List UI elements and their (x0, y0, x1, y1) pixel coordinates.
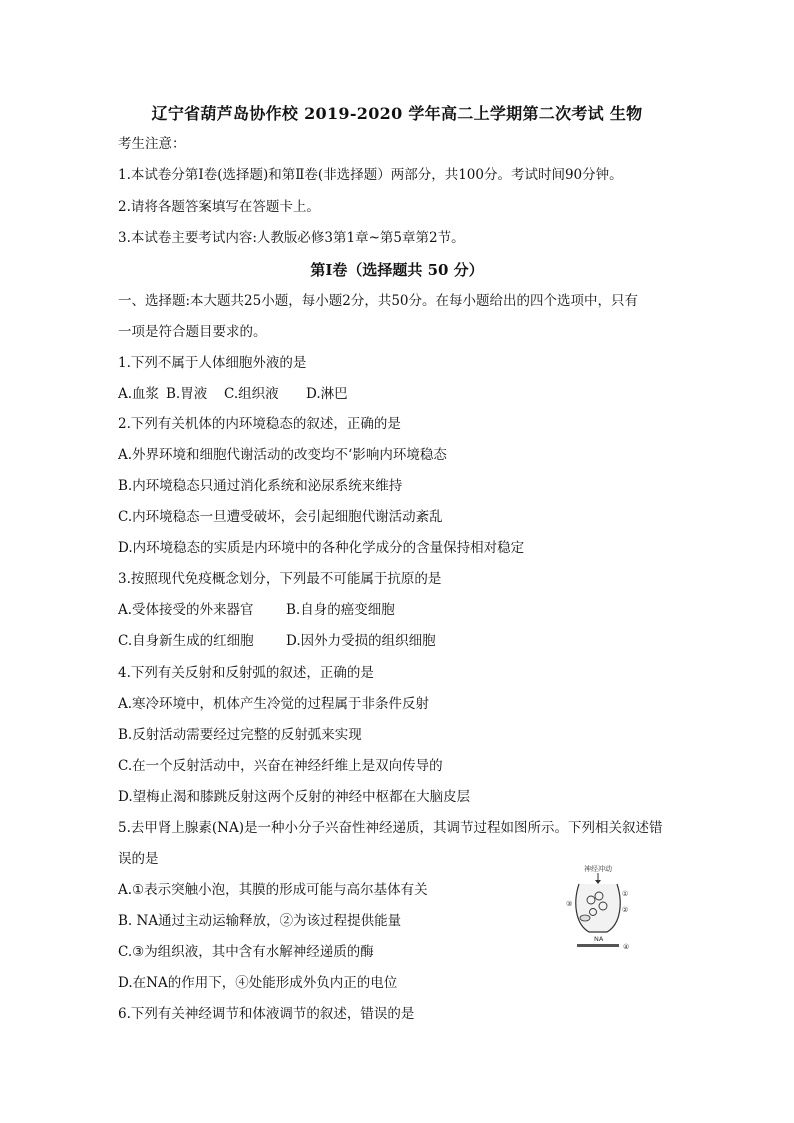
question-3-option-d: D.因外力受损的组织细胞 (286, 633, 436, 649)
notice-heading: 考生注意： (118, 136, 186, 152)
question-2-option-d: D.内环境稳态的实质是内环境中的各种化学成分的含量保持相对稳定 (118, 540, 525, 556)
figure-postsynaptic-membrane (577, 944, 619, 947)
figure-mitochondrion (580, 915, 590, 921)
question-3-options-cd (118, 631, 436, 651)
question-4-option-b: B.反射活动需要经过完整的反射弧来实现 (118, 727, 362, 743)
figure-presynaptic-terminal (576, 884, 620, 932)
question-1-option-b: B.胃液 (166, 386, 208, 402)
question-5-stem-line1: 5.去甲肾上腺素(NA)是一种小分子兴奋性神经递质，其调节过程如图所示。下列相关叙述错 (118, 820, 663, 836)
figure-mark-1: ① (622, 890, 629, 898)
section-intro-line2: 一项是符合题目要求的。 (118, 324, 267, 340)
figure-mark-3: ③ (566, 900, 573, 908)
question-1-stem: 1.下列不属于人体细胞外液的是 (118, 355, 307, 371)
question-5-stem-line2: 误的是 (118, 851, 159, 867)
notice-item-2: 2.请将各题答案填写在答题卡上。 (118, 199, 320, 215)
question-3-option-a: A.受体接受的外来器官 (118, 602, 254, 618)
figure-label-na: NA (594, 935, 604, 943)
question-6-stem: 6.下列有关神经调节和体液调节的叙述，错误的是 (118, 1006, 415, 1022)
question-3-stem: 3.按照现代免疫概念划分，下列最不可能属于抗原的是 (118, 571, 442, 587)
question-4-option-d: D.望梅止渴和膝跳反射这两个反射的神经中枢都在大脑皮层 (118, 789, 471, 805)
notice-item-1: 1.本试卷分第Ⅰ卷(选择题)和第Ⅱ卷(非选择题）两部分，共100分。考试时间90分钟。 (118, 167, 623, 183)
question-2-stem: 2.下列有关机体的内环境稳态的叙述，正确的是 (118, 416, 401, 432)
question-1-option-c: C.组织液 (224, 386, 279, 402)
figure-mark-2: ② (622, 906, 629, 914)
notice-item-3: 3.本试卷主要考试内容:人教版必修3第1章~第5章第2节。 (118, 230, 465, 246)
question-5-option-b: B. NA通过主动运输释放，②为该过程提供能量 (118, 913, 402, 929)
question-1-option-d: D.淋巴 (306, 386, 348, 402)
question-5-option-d: D.在NA的作用下，④处能形成外负内正的电位 (118, 975, 398, 991)
question-1-options (118, 384, 348, 404)
question-3-option-c: C.自身新生成的红细胞 (118, 633, 254, 649)
question-5-option-a: A.①表示突触小泡，其膜的形成可能与高尔基体有关 (118, 882, 428, 898)
question-4-option-c: C.在一个反射活动中，兴奋在神经纤维上是双向传导的 (118, 758, 443, 774)
section-title: 第Ⅰ卷（选择题共 50 分） (310, 261, 484, 279)
page-title: 辽宁省葫芦岛协作校 2019-2020 学年高二上学期第二次考试 生物 (151, 104, 643, 123)
figure-arrow-head (595, 880, 601, 884)
question-4-option-a: A.寒冷环境中，机体产生冷觉的过程属于非条件反射 (118, 696, 430, 712)
question-5-option-c: C.③为组织液，其中含有水解神经递质的酶 (118, 944, 374, 960)
figure-label-nerve-impulse: 神经冲动 (584, 865, 612, 873)
question-3-option-b: B.自身的癌变细胞 (286, 602, 395, 618)
question-4-stem: 4.下列有关反射和反射弧的叙述，正确的是 (118, 665, 374, 681)
question-2-option-b: B.内环境稳态只通过消化系统和泌尿系统来维持 (118, 478, 403, 494)
question-1-option-a: A.血浆 (118, 386, 160, 402)
question-3-options-ab (118, 600, 395, 620)
section-intro-line1: 一、选择题:本大题共25小题，每小题2分，共50分。在每小题给出的四个选项中，只有 (118, 293, 638, 309)
question-2-option-a: A.外界环境和细胞代谢活动的改变均不‘影响内环境稳态 (118, 447, 447, 463)
synapse-figure (563, 862, 633, 954)
question-2-option-c: C.内环境稳态一旦遭受破坏，会引起细胞代谢活动紊乱 (118, 509, 443, 525)
figure-mark-4: ④ (623, 943, 630, 951)
